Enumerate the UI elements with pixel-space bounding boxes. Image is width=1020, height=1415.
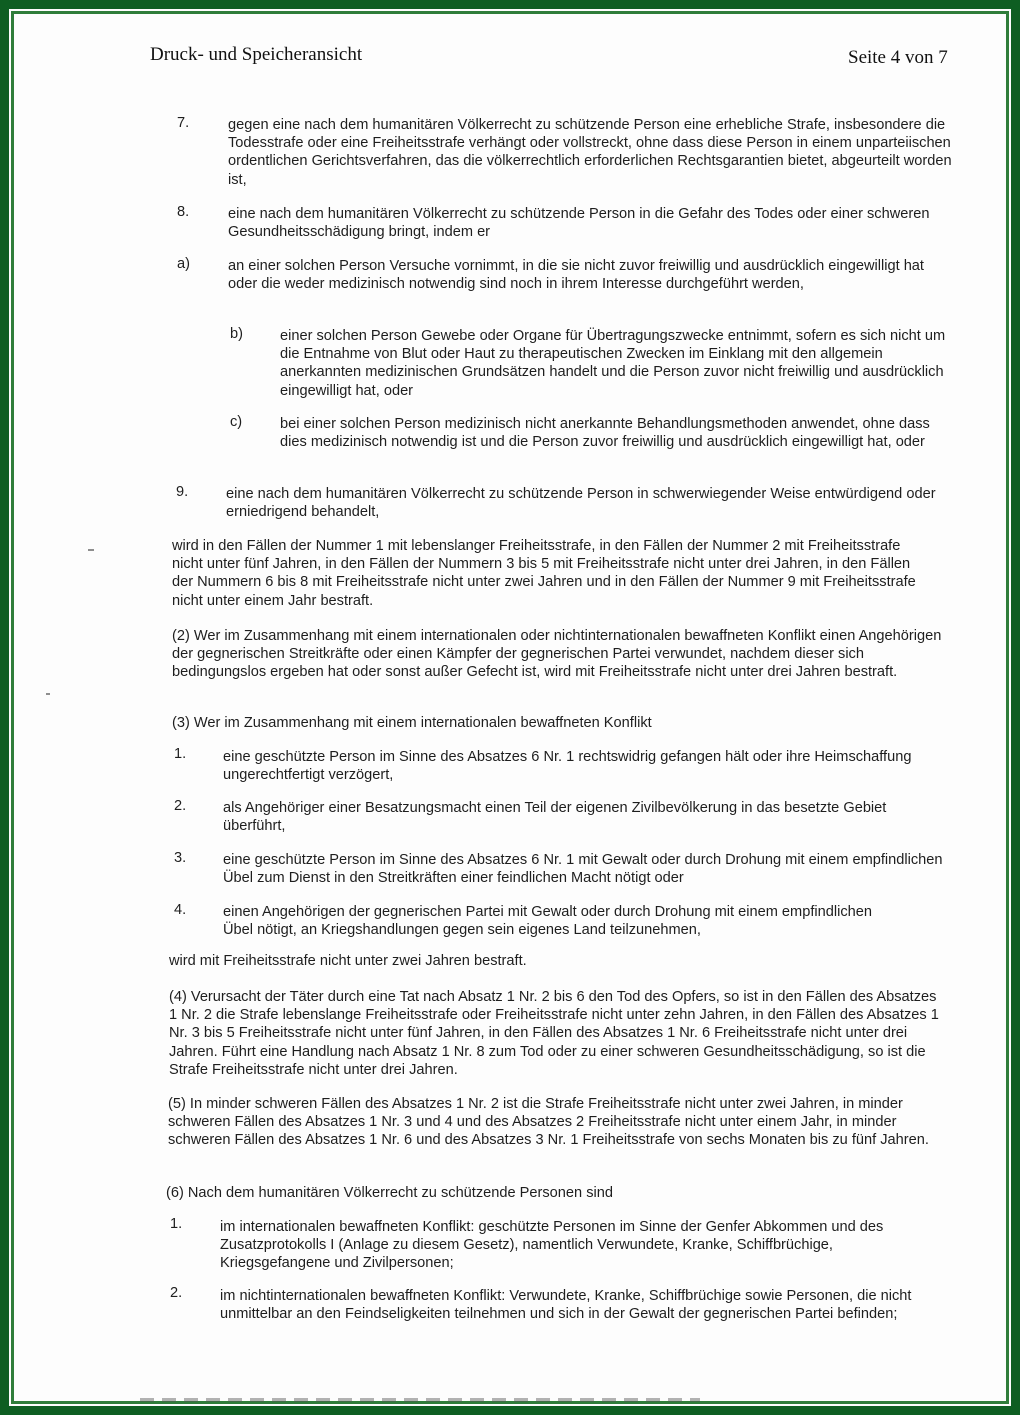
paragraph-penalty: wird mit Freiheitsstrafe nicht unter zwei Jahren bestraft. bbox=[169, 953, 527, 969]
list-item-text: eine nach dem humanitären Völkerrecht zu schützende Person in die Gefahr des Todes oder einer schweren Gesundheitsschädigung bringt, indem er bbox=[228, 206, 930, 241]
list-item-text: als Angehöriger einer Besatzungsmacht einen Teil der eigenen Zivilbevölkerung in das besetzte Gebiet überführt, bbox=[223, 800, 887, 835]
sub-item-letter: b) bbox=[230, 326, 243, 342]
list-item-number: 1. bbox=[170, 1216, 183, 1232]
list-item-text: einen Angehörigen der gegnerischen Partei mit Gewalt oder durch Drohung mit einem empfindlichen Übel nötigt, an Kriegshandlungen gegen sein eigenes Land teilzunehmen, bbox=[223, 904, 872, 939]
sub-item-letter: a) bbox=[177, 256, 190, 272]
page-number: Seite 4 von 7 bbox=[848, 47, 948, 68]
list-item-number: 7. bbox=[177, 115, 190, 131]
list-item-number: 3. bbox=[174, 850, 187, 866]
list-item-text: eine nach dem humanitären Völkerrecht zu schützende Person in schwerwiegender Weise entwürdigend oder erniedrigend behandelt, bbox=[226, 486, 936, 521]
paragraph-4: (4) Verursacht der Täter durch eine Tat nach Absatz 1 Nr. 2 bis 6 den Tod des Opfers, so ist in den Fällen des Absatzes 1 Nr. 2 die Strafe lebenslange Freiheitsstrafe oder Freiheitsstrafe nicht unter zehn Jahren, in den Fällen des Absatzes 1 Nr. 3 bis 5 Freiheitsstrafe nicht unter fünf Jahren, in den Fällen des Absatzes 1 Nr. 6 Freiheitsstrafe nicht unter drei Jahren. Führt eine Handlung nach Absatz 1 Nr. 8 zum Tod oder zu einer schweren Gesundheitsschädigung, so ist die Strafe Freiheitsstrafe nicht unter drei Jahren. bbox=[169, 989, 939, 1078]
paragraph-6: (6) Nach dem humanitären Völkerrecht zu schützende Personen sind bbox=[166, 1185, 613, 1201]
list-item-text: im nichtinternationalen bewaffneten Konflikt: Verwundete, Kranke, Schiffbrüchige sowie Personen, die nicht unmittelbar an den Feindseligkeiten teilnehmen und sich in der Gewalt der gegnerischen Partei befinden; bbox=[220, 1288, 912, 1323]
list-item-text: eine geschützte Person im Sinne des Absatzes 6 Nr. 1 rechtswidrig gefangen hält oder ihre Heimschaffung ungerechtfertigt verzögert, bbox=[223, 749, 912, 784]
list-item-number: 2. bbox=[170, 1285, 183, 1301]
list-item-number: 1. bbox=[174, 746, 187, 762]
sub-item-letter: c) bbox=[230, 414, 243, 430]
paragraph-penalty: wird in den Fällen der Nummer 1 mit lebenslanger Freiheitsstrafe, in den Fällen der Nummer 2 mit Freiheitsstrafe nicht unter fünf Jahren, in den Fällen der Nummern 3 bis 5 mit Freiheitsstrafe nicht unter drei Jahren, in den Fällen der Nummern 6 bis 8 mit Freiheitsstrafe nicht unter zwei Jahren und in den Fällen der Nummer 9 mit Freiheitsstrafe nicht unter einem Jahr bestraft. bbox=[172, 538, 916, 609]
list-item-number: 9. bbox=[176, 484, 189, 500]
scan-speck bbox=[46, 693, 50, 695]
scan-speck bbox=[88, 549, 94, 551]
paragraph-2: (2) Wer im Zusammenhang mit einem internationalen oder nichtinternationalen bewaffneten Konflikt einen Angehörigen der gegnerischen Streitkräfte oder einen Kämpfer der gegnerischen Partei verwundet, nachdem dieser sich bedingungslos ergeben hat oder sonst außer Gefecht ist, wird mit Freiheitsstrafe nicht unter drei Jahren bestraft. bbox=[172, 628, 942, 681]
page-header-title: Druck- und Speicheransicht bbox=[150, 44, 363, 65]
paragraph-5: (5) In minder schweren Fällen des Absatzes 1 Nr. 2 ist die Strafe Freiheitsstrafe nicht unter zwei Jahren, in minder schweren Fällen des Absatzes 1 Nr. 3 und 4 und des Absatzes 2 Freiheitsstrafe nicht unter einem Jahr, in minder schweren Fällen des Absatzes 1 Nr. 6 und des Absatzes 3 Nr. 1 Freiheitsstrafe von sechs Monaten bis zu fünf Jahren. bbox=[168, 1096, 929, 1149]
list-item-text: gegen eine nach dem humanitären Völkerrecht zu schützende Person eine erhebliche Strafe, insbesondere die Todesstrafe oder eine Freiheitsstrafe verhängt oder vollstreckt, ohne dass diese Person in einem unparteiischen ordentlichen Gerichtsverfahren, das die völkerrechtlich erforderlichen Rechtsgarantien bietet, abgeurteilt worden ist, bbox=[228, 117, 952, 188]
list-item-number: 2. bbox=[174, 798, 187, 814]
list-item-number: 8. bbox=[177, 204, 190, 220]
sub-item-text: bei einer solchen Person medizinisch nicht anerkannte Behandlungsmethoden anwendet, ohne dass dies medizinisch notwendig ist und die Person zuvor freiwillig und ausdrücklich eingewilligt hat, oder bbox=[280, 416, 930, 451]
list-item-text: im internationalen bewaffneten Konflikt: geschützte Personen im Sinne der Genfer Abkommen und des Zusatzprotokolls I (Anlage zu diesem Gesetz), namentlich Verwundete, Kranke, Schiffbrüchige, Kriegsgefangene und Zivilpersonen; bbox=[220, 1219, 884, 1272]
cut-off-footer-line bbox=[140, 1398, 700, 1402]
list-item-number: 4. bbox=[174, 902, 187, 918]
list-item-text: eine geschützte Person im Sinne des Absatzes 6 Nr. 1 mit Gewalt oder durch Drohung mit einem empfindlichen Übel zum Dienst in den Streitkräften einer feindlichen Macht nötigt oder bbox=[223, 852, 943, 887]
sub-item-text: einer solchen Person Gewebe oder Organe für Übertragungszwecke entnimmt, sofern es sich nicht um die Entnahme von Blut oder Haut zu therapeutischen Zwecken im Einklang mit den allgemein anerkannten medizinischen Grundsätzen handelt und die Person zuvor nicht freiwillig und ausdrücklich eingewilligt hat, oder bbox=[280, 328, 946, 399]
sub-item-text: an einer solchen Person Versuche vornimmt, in die sie nicht zuvor freiwillig und ausdrücklich eingewilligt hat oder die weder medizinisch notwendig sind noch in ihrem Interesse durchgeführt werden, bbox=[228, 258, 924, 293]
paragraph-3: (3) Wer im Zusammenhang mit einem internationalen bewaffneten Konflikt bbox=[172, 715, 652, 731]
